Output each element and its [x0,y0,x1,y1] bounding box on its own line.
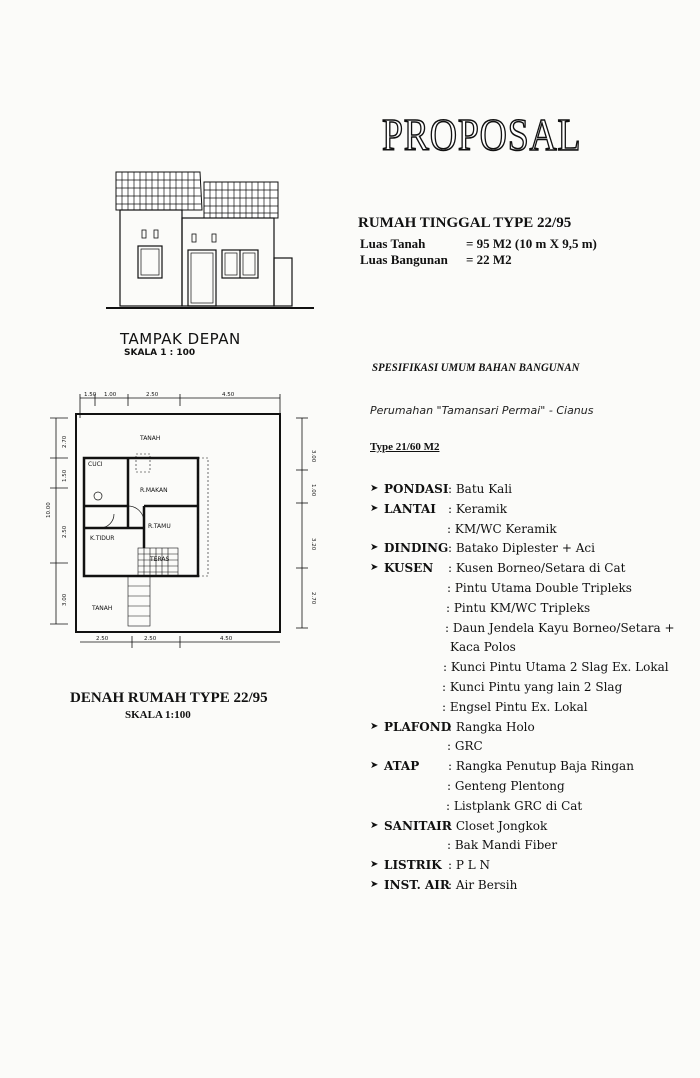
spec-value: : Genteng Plentong [447,779,565,793]
dim-right-4: 2.70 [310,592,316,605]
room-tanah-top: TANAH [140,435,161,442]
luas-bangunan-value: = 22 M2 [466,252,512,267]
spec-label-sanitair: SANITAIR [384,818,452,833]
luas-tanah-label: Luas Tanah [360,236,426,251]
spec-bullet-icon: ➤ [370,760,379,772]
dim-left-5: 3.00 [62,593,68,606]
front-view-scale: SKALA 1 : 100 [124,348,196,358]
dim-right-1: 3.00 [310,450,316,463]
spec-value: : Closet Jongkok [448,818,548,833]
spec-label-dinding: DINDING [384,541,449,556]
dim-left-1: 2.70 [62,435,68,448]
dim-left-2: 1.50 [62,469,68,482]
spec-label-listrik: LISTRIK [384,858,442,873]
specs-perumahan: Perumahan "Tamansari Permai" - Cianus [370,404,594,417]
dim-right-3: 3.20 [310,538,316,551]
house-type-title: RUMAH TINGGAL TYPE 22/95 [358,215,572,231]
spec-label-lantai: LANTAI [384,501,436,516]
spec-bullet-icon: ➤ [370,879,379,890]
spec-value: : Rangka Holo [448,719,535,734]
dim-top-2: 1.00 [104,392,117,398]
spec-label-kusen: KUSEN [384,561,434,576]
specs-type: Type 21/60 M2 [370,441,440,453]
spec-value: : Rangka Penutup Baja Ringan [448,759,634,774]
spec-value: : Kusen Borneo/Setara di Cat [448,561,626,576]
spec-label-inst-air: INST. AIR [384,878,450,892]
spec-value: : Listplank GRC di Cat [446,798,583,813]
spec-bullet-icon: ➤ [370,859,379,871]
spec-value: : GRC [447,739,483,754]
room-cuci: CUCI [88,461,103,468]
front-view-drawing [100,158,320,323]
spec-value: : Batu Kali [448,482,512,496]
dim-bottom-1: 2.50 [96,636,109,642]
spec-label-plafond: PLAFOND [384,719,452,734]
spec-value: : Kunci Pintu yang lain 2 Slag [442,680,623,694]
front-view-caption: TAMPAK DEPAN [120,330,241,348]
spec-value: : Daun Jendela Kayu Borneo/Setara + [445,620,675,635]
spec-bullet-icon: ➤ [370,483,379,494]
spec-bullet-icon: ➤ [370,502,379,514]
proposal-title: PROPOSAL [382,109,582,160]
spec-bullet-icon: ➤ [370,720,379,732]
spec-label-atap: ATAP [384,759,420,774]
luas-bangunan-label: Luas Bangunan [360,252,448,267]
spec-value: : Keramik [448,501,507,516]
spec-value: Kaca Polos [450,640,516,655]
room-r-tamu: R.TAMU [148,523,171,530]
spec-bullet-icon: ➤ [370,562,379,574]
room-tanah-bottom: TANAH [92,605,113,612]
floor-plan-drawing [40,388,330,658]
specs-heading: SPESIFIKASI UMUM BAHAN BANGUNAN [372,360,580,374]
dim-top-1: 1.50 [84,392,97,398]
spec-value: : Pintu KM/WC Tripleks [446,600,591,615]
dim-bottom-3: 4.50 [220,636,233,642]
room-teras: TERAS [150,556,170,563]
floor-plan-caption: DENAH RUMAH TYPE 22/95 [70,690,268,706]
dim-left-4: 2.50 [62,525,68,538]
spec-value: : Batako Diplester + Aci [448,541,595,556]
spec-value: : Engsel Pintu Ex. Lokal [442,699,588,714]
spec-label-pondasi: PONDASI [384,482,449,496]
spec-value: : Bak Mandi Fiber [447,838,558,853]
floor-plan-scale: SKALA 1:100 [125,709,191,721]
spec-bullet-icon: ➤ [370,542,379,554]
spec-value: : Air Bersih [448,878,518,892]
dim-top-3: 2.50 [146,392,159,398]
dim-left-3: 10.00 [46,502,52,518]
spec-value: : P L N [448,858,491,873]
dim-right-2: 1.00 [310,484,316,497]
spec-bullet-icon: ➤ [370,819,379,831]
dim-bottom-2: 2.50 [144,636,157,642]
dim-top-4: 4.50 [222,392,235,398]
spec-value: : KM/WC Keramik [447,521,557,536]
room-k-tidur: K.TIDUR [90,535,115,542]
spec-value: : Kunci Pintu Utama 2 Slag Ex. Lokal [443,660,669,675]
spec-value: : Pintu Utama Double Tripleks [447,581,632,595]
room-r-makan: R.MAKAN [140,487,168,494]
luas-tanah-value: = 95 M2 (10 m X 9,5 m) [466,236,597,251]
